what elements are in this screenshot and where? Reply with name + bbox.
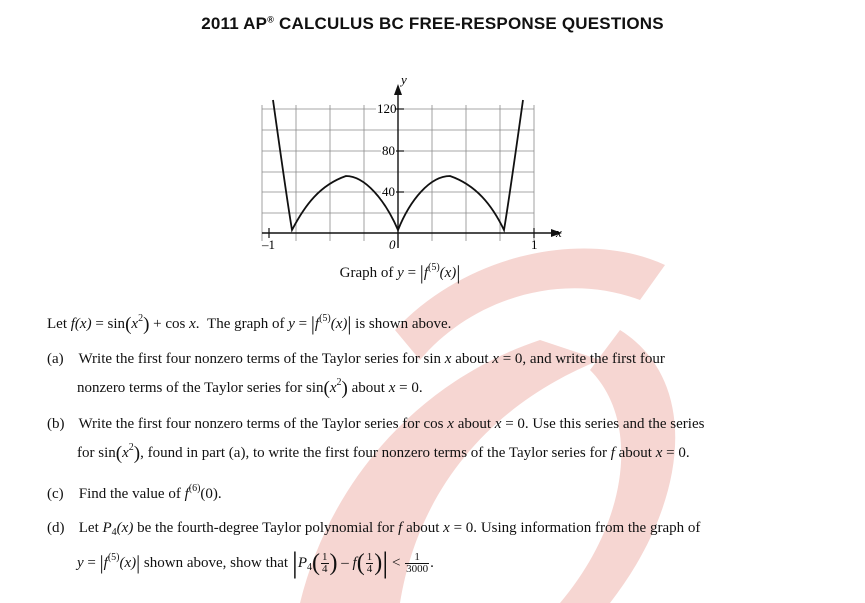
page-header (0, 14, 865, 34)
caption-eq: = (407, 265, 417, 281)
intro-let: Let (47, 316, 67, 332)
part-b-eq0b: = 0. (666, 445, 690, 461)
intro-f: f (70, 316, 75, 332)
part-d-eq0: = 0. (453, 520, 478, 536)
graph-axes (262, 90, 554, 248)
caption-y: y (397, 265, 404, 281)
part-a-eq0: = 0, (502, 351, 527, 367)
intro-plus-cos: + cos (153, 316, 186, 332)
part-a-line1: (a) Write the first four nonzero terms of the Taylor series for sin x about x = 0, and write the first four (47, 351, 665, 367)
part-b-f: f (610, 445, 615, 461)
tick-40: 40 (382, 184, 395, 199)
part-b-text1: Write the first four nonzero terms of the Taylor series for cos (78, 416, 444, 432)
part-a-about2: about (351, 380, 385, 396)
tick-neg1: –1 (262, 237, 275, 252)
abs-bar-right: | (456, 262, 461, 284)
intro-sup: (5) (319, 313, 331, 324)
tick-0: 0 (389, 237, 396, 252)
part-b-mid: , found in part (a), to write the first four nonzero terms of the Taylor series for (140, 445, 607, 461)
part-d-y: y (77, 554, 84, 571)
part-d-about: about (406, 520, 440, 536)
tick-120: 120 (377, 101, 397, 116)
part-d-minus: – (341, 554, 349, 571)
part-b-line2: for $\sin(x^2)$, found in part (a), to write the first four nonzero terms of the Taylor series for f about x = 0. (77, 442, 690, 464)
part-b-about2: about (618, 445, 652, 461)
intro-y: y (288, 316, 295, 332)
intro-x2: x (131, 316, 139, 332)
part-b-line1: (b) Write the first four nonzero terms of the Taylor series for cos x about x = 0. Use this series and the series (47, 416, 705, 432)
graph-figure (250, 78, 570, 258)
part-b-for-sin: for sin (77, 445, 116, 461)
part-d-lt: < (391, 554, 401, 571)
intro-line: Let $f(x) = \sin(x^2) + \cos x$. The graph of $y = |f^{(5)}(x)|$ is shown above. (47, 313, 452, 335)
part-c-label: (c) (47, 486, 64, 502)
frac-one-fourth-b: $\frac{1}{4}$ (366, 551, 373, 575)
part-c-f: f (184, 486, 189, 502)
part-b-eq0: = 0. (505, 416, 529, 432)
part-d-let: Let (78, 520, 99, 536)
intro-two: 2 (138, 313, 144, 324)
frac-one-fourth-a: $\frac{1}{4}$ (322, 551, 328, 575)
part-d-period: . (430, 554, 434, 571)
x-axis-label: x (556, 225, 562, 240)
abs-bar-left: | (419, 262, 424, 284)
part-a-end1: and write the first four (529, 351, 665, 367)
intro-xarg: (x) (330, 316, 348, 332)
caption-x: (x) (439, 265, 457, 281)
part-b-two: 2 (128, 442, 134, 453)
part-a-two: 2 (336, 377, 342, 388)
part-c-arg: (0). (200, 486, 222, 502)
part-d-label: (d) (47, 520, 65, 536)
intro-x: x (189, 316, 196, 332)
part-b-x: x (447, 416, 454, 432)
intro-fx: (x) (74, 316, 92, 332)
part-d-sup: (5) (107, 551, 120, 563)
caption-sup: (5) (427, 262, 440, 273)
y-axis-label: y (401, 78, 407, 87)
graph-caption (300, 262, 500, 285)
intro-sin: sin (107, 316, 126, 332)
part-a-x: x (444, 351, 452, 367)
part-a-line2: nonzero terms of the Taylor series for $\sin(x^2)$ about x = 0. (77, 377, 423, 399)
part-d-eq: = (87, 554, 96, 571)
tick-80: 80 (382, 143, 395, 158)
part-a-text2: nonzero terms of the Taylor series for (77, 380, 303, 396)
part-d-line2: $y = |f^{(5)}(x)|$ shown above, show that $|P_4$( $\frac{1}{4}$ ) – f( $\frac{1}{4}$ )| < $\frac{1}{3000}$ . (77, 545, 434, 579)
part-d-P: P (102, 520, 112, 536)
intro-eq: = (95, 316, 104, 332)
part-c-text: Find the value of (78, 486, 181, 502)
intro-shown: is shown above. (355, 316, 452, 332)
registered-mark: ® (267, 14, 275, 25)
part-a-about: about (455, 351, 489, 367)
part-a-label: (a) (47, 351, 64, 367)
part-d-mid: be the fourth-degree Taylor polynomial for (137, 520, 395, 536)
intro-graph-of: The graph of (207, 316, 285, 332)
caption-f: f (423, 265, 428, 281)
part-c-sup: (6) (188, 483, 201, 494)
intro-period: . (195, 316, 200, 332)
part-d-shown: shown above, show that (143, 554, 289, 571)
part-b-end1: Use this series and the series (532, 416, 705, 432)
header-title: 2011 AP (201, 14, 268, 33)
graph-ticks (269, 109, 534, 238)
header-title-rest: CALCULUS BC FREE-RESPONSE QUESTIONS (278, 14, 664, 33)
part-d-xarg: (x) (116, 520, 134, 536)
tick-1: 1 (531, 237, 538, 252)
part-c-line (47, 484, 222, 504)
part-d-sub: 4 (111, 527, 117, 538)
part-d-x: x (443, 520, 450, 536)
part-a-eq0b: = 0. (399, 380, 423, 396)
part-d-end1: Using information from the graph of (480, 520, 701, 536)
frac-one-3000: $\frac{1}{3000}$ (406, 551, 429, 575)
part-d-line1 (47, 518, 700, 538)
part-a-sin: sin (306, 380, 324, 396)
part-b-label: (b) (47, 416, 65, 432)
part-a-text1: Write the first four nonzero terms of the Taylor series for sin (78, 351, 442, 367)
part-b-about: about (457, 416, 492, 432)
watermark-swoosh-right (560, 330, 675, 603)
caption-prefix: Graph of (339, 265, 394, 281)
part-d-f: f (398, 520, 403, 536)
